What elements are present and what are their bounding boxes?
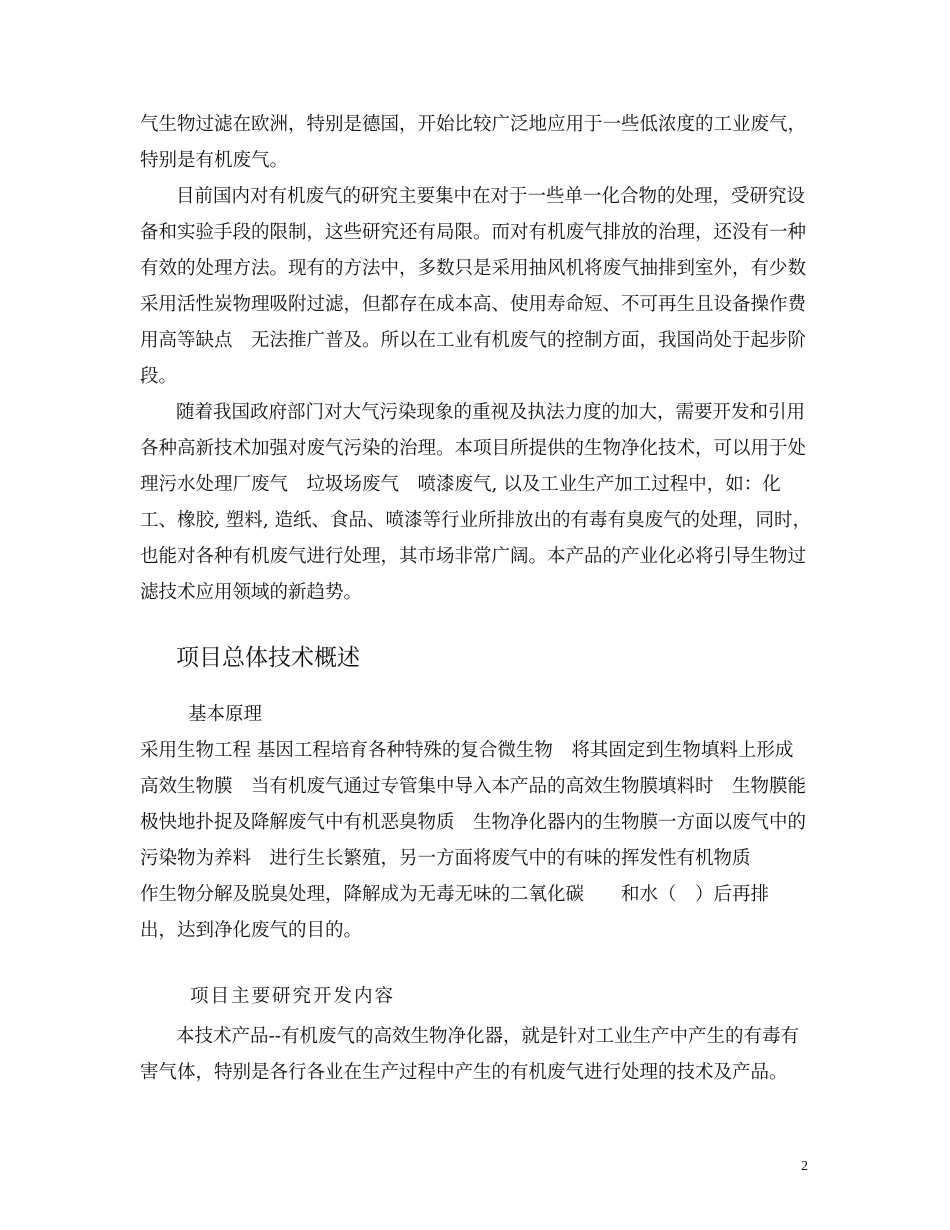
principle-line-5: 作生物分解及脱臭处理，降解成为无毒无味的二氧化碳 和水（ ）后再排	[140, 884, 770, 905]
p2-line-1: 目前国内对有机废气的研究主要集中在对于一些单一化合物的处理，受研究设	[176, 186, 806, 207]
p2-line-2: 备和实验手段的限制，这些研究还有局限。而对有机废气排放的治理，还没有一种	[140, 222, 807, 243]
p2-line-6: 段。	[140, 366, 178, 387]
p1-line-2: 特别是有机废气。	[140, 150, 289, 171]
p3-line-3: 理污水处理厂废气 垃圾场废气 喷漆废气, 以及工业生产加工过程中，如：化	[140, 474, 781, 495]
subheading-principle: 基本原理	[188, 704, 263, 725]
principle-line-6: 出，达到净化废气的目的。	[140, 920, 363, 941]
principle-line-3: 极快地扑捉及降解废气中有机恶臭物质 生物净化器内的生物膜一方面以废气中的	[140, 812, 807, 833]
principle-line-1: 采用生物工程 基因工程培育各种特殊的复合微生物 将其固定到生物填料上形成	[140, 740, 794, 761]
p2-line-4: 采用活性炭物理吸附过滤，但都存在成本高、使用寿命短、不可再生且设备操作费	[140, 294, 807, 315]
p3-line-6: 滤技术应用领域的新趋势。	[140, 582, 363, 603]
principle-line-2: 高效生物膜 当有机废气通过专管集中导入本产品的高效生物膜填料时 生物膜能	[140, 776, 807, 797]
p3-line-4: 工、橡胶, 塑料, 造纸、食品、喷漆等行业所排放出的有毒有臭废气的处理，同时，	[140, 510, 812, 531]
p1-line-1: 气生物过滤在欧洲，特别是德国，开始比较广泛地应用于一些低浓度的工业废气，	[140, 114, 807, 135]
p3-line-1: 随着我国政府部门对大气污染现象的重视及执法力度的加大，需要开发和引用	[176, 402, 806, 423]
p2-line-3: 有效的处理方法。现有的方法中，多数只是采用抽风机将废气抽排到室外，有少数	[140, 258, 807, 279]
page-number: 2	[801, 1159, 808, 1174]
research-line-2: 害气体，特别是各行各业在生产过程中产生的有机废气进行处理的技术及产品。	[140, 1062, 788, 1083]
p3-line-5: 也能对各种有机废气进行处理，其市场非常广阔。本产品的产业化必将引导生物过	[140, 546, 807, 567]
section-heading-overview: 项目总体技术概述	[176, 645, 360, 671]
p3-line-2: 各种高新技术加强对废气污染的治理。本项目所提供的生物净化技术，可以用于处	[140, 438, 807, 459]
subheading-research: 项目主要研究开发内容	[190, 986, 396, 1007]
p2-line-5: 用高等缺点 无法推广普及。所以在工业有机废气的控制方面，我国尚处于起步阶	[140, 330, 807, 351]
research-line-1: 本技术产品--有机废气的高效生物净化器，就是针对工业生产中产生的有毒有	[176, 1026, 800, 1047]
principle-line-4: 污染物为养料 进行生长繁殖，另一方面将废气中的有味的挥发性有机物质	[140, 848, 751, 869]
